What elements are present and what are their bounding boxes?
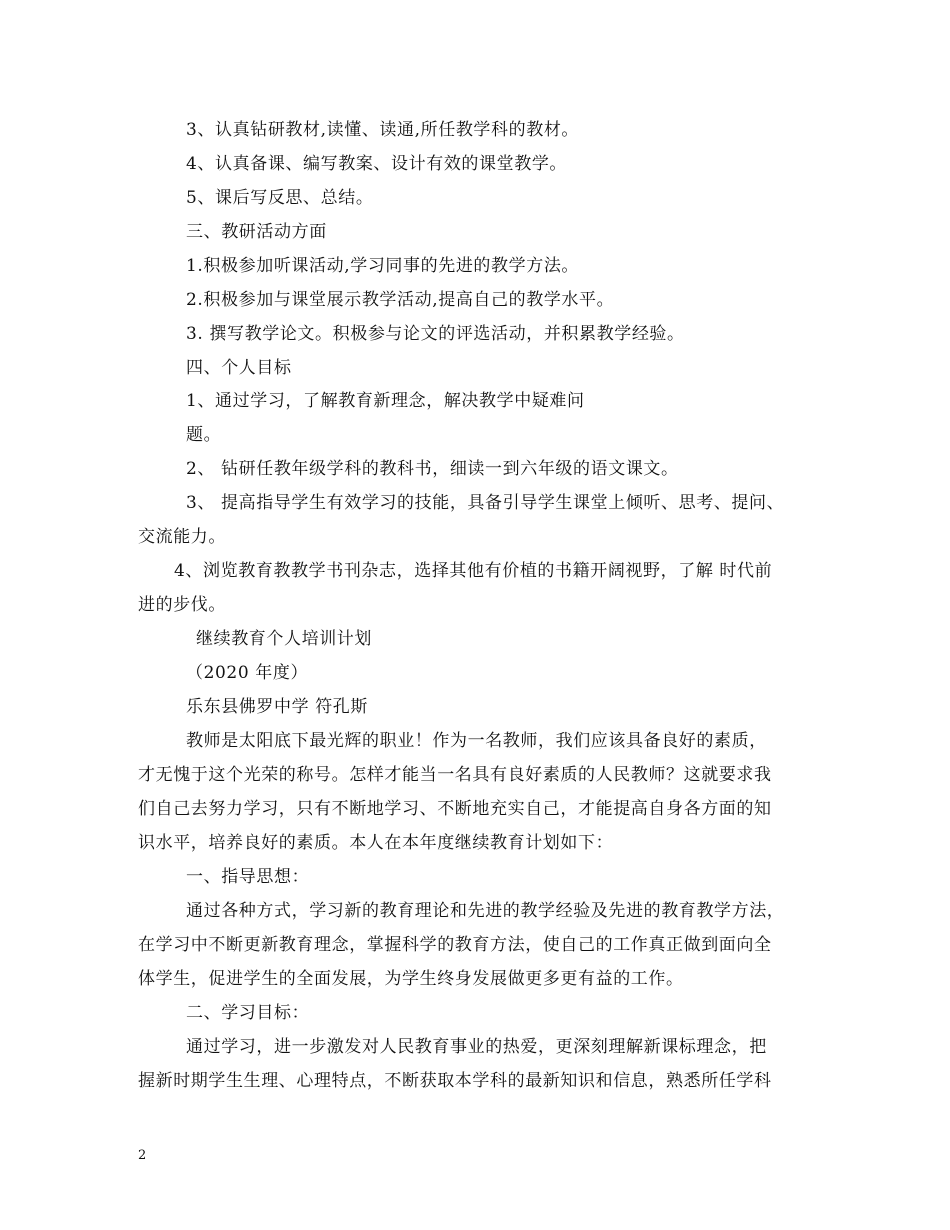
text-line: 2、 钻研任教年级学科的教科书，细读一到六年级的语文课文。 <box>186 459 679 479</box>
page-number: 2 <box>138 1148 147 1163</box>
text-line: 题。 <box>186 425 222 445</box>
text-line: 进的步伐。 <box>138 595 226 615</box>
text-line: 通过各种方式，学习新的教育理论和先进的教学经验及先进的教育教学方法， <box>186 901 785 921</box>
text-line: 3、认真钻研教材,读懂、读通,所任教学科的教材。 <box>186 120 580 140</box>
section-heading: 二、学习目标： <box>186 1003 310 1023</box>
text-line: 通过学习，进一步激发对人民教育事业的热爱，更深刻理解新课标理念，把 <box>186 1037 767 1057</box>
text-line: 4、浏览教育教教学书刊杂志，选择其他有价植的书籍开阔视野，了解 时代前 <box>174 561 773 581</box>
text-line: 4、认真备课、编写教案、设计有效的课堂教学。 <box>186 154 568 174</box>
text-line: 5、课后写反思、总结。 <box>186 188 374 208</box>
text-line: 才无愧于这个光荣的称号。怎样才能当一名具有良好素质的人民教师？这就要求我 <box>138 765 772 785</box>
document-title: 继续教育个人培训计划 <box>196 629 372 649</box>
text-line: 1、通过学习，了解教育新理念，解决教学中疑难问 <box>186 391 585 411</box>
section-heading: 一、指导思想： <box>186 867 310 887</box>
text-line: 教师是太阳底下最光辉的职业！作为一名教师，我们应该具备良好的素质， <box>186 731 767 751</box>
document-year: （2020 年度） <box>186 663 309 683</box>
section-heading: 四、个人目标 <box>186 358 292 378</box>
text-line: 识水平，培养良好的素质。本人在本年度继续教育计划如下： <box>138 833 614 853</box>
text-line: 1.积极参加听课活动,学习同事的先进的教学方法。 <box>186 256 580 276</box>
text-line: 3. 撰写教学论文。积极参与论文的评选活动，并积累教学经验。 <box>186 324 685 344</box>
text-line: 2.积极参加与课堂展示教学活动,提高自己的教学水平。 <box>186 290 615 310</box>
text-line: 体学生，促进学生的全面发展，为学生终身发展做更多更有益的工作。 <box>138 969 684 989</box>
text-line: 在学习中不断更新教育理念，掌握科学的教育方法，使自己的工作真正做到面向全 <box>138 935 772 955</box>
text-line: 交流能力。 <box>138 527 226 547</box>
text-line: 们自己去努力学习，只有不断地学习、不断地充实自己，才能提高自身各方面的知 <box>138 799 772 819</box>
text-line: 3、 提高指导学生有效学习的技能，具备引导学生课堂上倾听、思考、提问、 <box>186 493 785 513</box>
text-line: 握新时期学生生理、心理特点，不断获取本学科的最新知识和信息，熟悉所任学科 <box>138 1071 772 1091</box>
author-line: 乐东县佛罗中学 符孔斯 <box>186 697 369 717</box>
section-heading: 三、教研活动方面 <box>186 222 327 242</box>
